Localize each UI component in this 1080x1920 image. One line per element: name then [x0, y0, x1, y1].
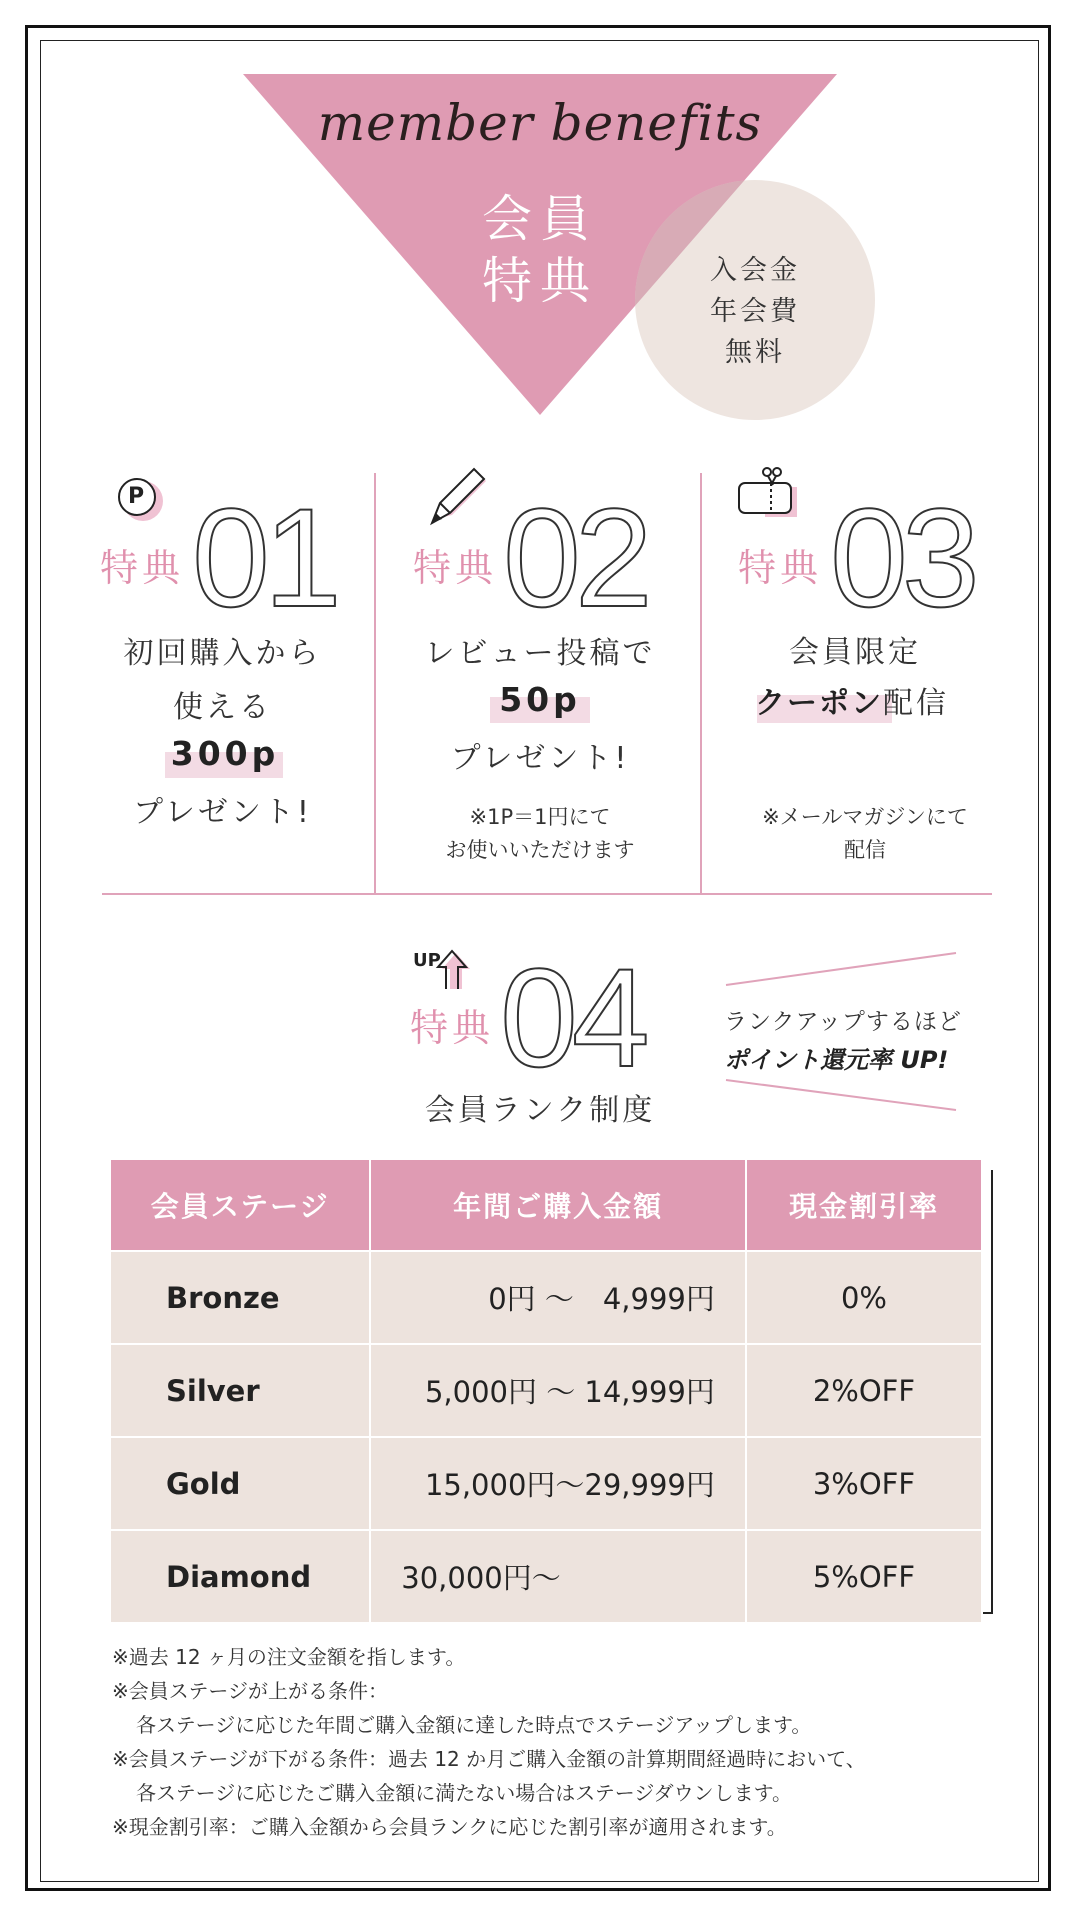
- benefit-03-note2: 配信: [844, 838, 886, 862]
- badge-line1: 入会金: [710, 255, 800, 286]
- badge-line3: 無料: [725, 337, 785, 368]
- benefit-number-01: 01: [192, 479, 336, 636]
- row-amount: 5,000円 ～ 14,999円: [370, 1344, 746, 1437]
- benefit-02-line2: プレゼント!: [450, 741, 630, 776]
- pencil-icon: [428, 465, 490, 527]
- divider-2: [700, 473, 702, 893]
- table-header-row: [111, 1160, 982, 1251]
- benefit-number-04: 04: [500, 939, 644, 1096]
- point-coin-icon: [115, 475, 175, 525]
- footnotes: [112, 1640, 992, 1844]
- benefit-02-note: [395, 801, 685, 867]
- row-rate: 3%OFF: [746, 1437, 982, 1530]
- row-stage: Bronze: [111, 1251, 370, 1344]
- footnote: ※会員ステージが上がる条件：: [112, 1679, 388, 1703]
- benefit-03-note: [720, 801, 1010, 867]
- header-stage: 会員ステージ: [111, 1160, 370, 1251]
- benefit-01-highlight: 300p: [170, 734, 280, 773]
- hero-title: [470, 188, 610, 312]
- script-title: member benefits: [317, 94, 763, 152]
- header-amount: 年間ご購入金額: [370, 1160, 746, 1251]
- table-row: [111, 1530, 982, 1622]
- hero-title-line1: 会員: [482, 190, 598, 248]
- row-rate: 2%OFF: [746, 1344, 982, 1437]
- divider-1: [374, 473, 376, 893]
- benefit-number-02: 02: [503, 479, 647, 636]
- row-stage: Gold: [111, 1437, 370, 1530]
- row-amount: 15,000円～29,999円: [370, 1437, 746, 1530]
- benefit-02-line1: レビュー投稿で: [424, 636, 656, 671]
- hero-section: [0, 0, 1080, 440]
- row-rate: 0%: [746, 1251, 982, 1344]
- rank-up-icon-text: UP: [413, 950, 441, 971]
- point-coin-letter: P: [128, 484, 145, 509]
- table-row: [111, 1344, 982, 1437]
- footnote: ※現金割引率：ご購入金額から会員ランクに応じた割引率が適用されます。: [112, 1815, 787, 1839]
- free-fee-badge: [680, 250, 830, 373]
- benefit-03-highlight: クーポン: [755, 686, 883, 721]
- footnote: 各ステージに応じたご購入金額に満たない場合はステージダウンします。: [136, 1781, 792, 1805]
- benefit-02-note1: ※1P＝1円にて: [469, 805, 611, 829]
- header-rate: 現金割引率: [746, 1160, 982, 1251]
- table-row: [111, 1251, 982, 1344]
- badge-line2: 年会費: [710, 296, 800, 327]
- rank-callout-line2: ポイント還元率 UP!: [724, 1046, 949, 1074]
- row-stage: Diamond: [111, 1530, 370, 1622]
- footnote: ※過去 12 ヶ月の注文金額を指します。: [112, 1645, 466, 1669]
- tokuten-label-02: 特典: [413, 546, 498, 590]
- tokuten-label-03: 特典: [738, 546, 823, 590]
- footnote: 各ステージに応じた年間ご購入金額に達した時点でステージアップします。: [136, 1713, 812, 1737]
- benefit-02-highlight: 50p: [499, 680, 581, 719]
- tokuten-label-01: 特典: [100, 546, 185, 590]
- member-rank-table: [111, 1160, 983, 1622]
- benefit-03-line2: 配信: [883, 686, 949, 721]
- footnote: ※会員ステージが下がる条件：過去 12 か月ご購入金額の計算期間経過時において、: [112, 1747, 866, 1771]
- benefit-03-note1: ※メールマガジンにて: [762, 805, 968, 829]
- benefit-01-line3: プレゼント!: [133, 795, 312, 830]
- tokuten-label-04: 特典: [410, 1006, 495, 1050]
- row-amount: 0円 ～ 4,999円: [370, 1251, 746, 1344]
- coupon-scissors-icon: [735, 465, 805, 525]
- benefit-01-line2: 使える: [173, 690, 272, 725]
- row-amount: 30,000円～: [370, 1530, 746, 1622]
- benefit-number-03: 03: [830, 479, 974, 636]
- table-row: [111, 1437, 982, 1530]
- benefit-03-line1: 会員限定: [789, 635, 921, 670]
- rank-callout-line1: ランクアップするほど: [724, 1009, 962, 1035]
- divider-horizontal: [102, 893, 992, 895]
- rank-title: 会員ランク制度: [424, 1093, 656, 1128]
- benefit-01-line1: 初回購入から: [123, 636, 322, 671]
- row-stage: Silver: [111, 1344, 370, 1437]
- benefit-03-highlight-line: [755, 678, 995, 722]
- hero-title-line2: 特典: [482, 252, 598, 310]
- row-rate: 5%OFF: [746, 1530, 982, 1622]
- benefit-02-note2: お使いいただけます: [445, 838, 635, 862]
